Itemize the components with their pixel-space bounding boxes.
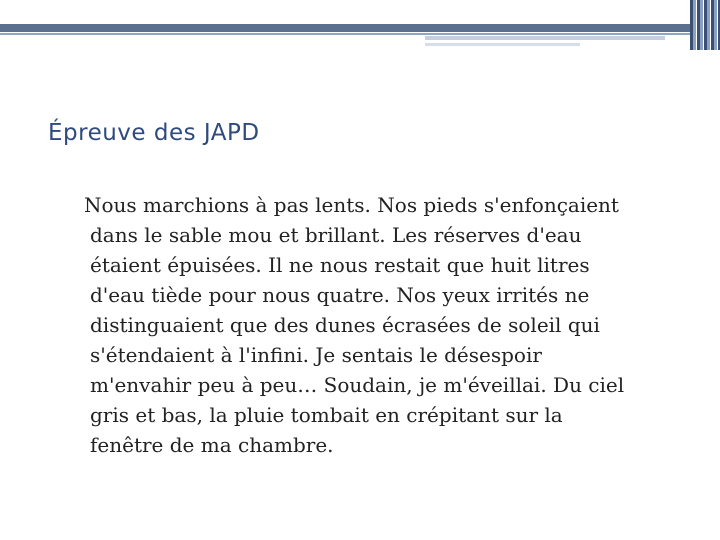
header-accent-bar-short bbox=[425, 43, 580, 46]
header-bar bbox=[0, 24, 690, 32]
body-line: s'étendaient à l'infini. Je sentais le désespoir bbox=[90, 343, 542, 367]
header-rule bbox=[0, 33, 690, 35]
body-line: étaient épuisées. Il ne nous restait que huit litres bbox=[90, 253, 590, 277]
header-decoration bbox=[0, 0, 720, 50]
body-line: fenêtre de ma chambre. bbox=[90, 433, 334, 457]
body-line: Nous marchions à pas lents. Nos pieds s'enfonçaient bbox=[84, 193, 619, 217]
slide-body bbox=[84, 190, 690, 460]
body-line: m'envahir peu à peu… Soudain, je m'éveillai. Du ciel bbox=[90, 373, 625, 397]
header-accent-bar bbox=[425, 36, 665, 40]
slide-title: Épreuve des JAPD bbox=[48, 120, 260, 146]
body-line: distinguaient que des dunes écrasées de soleil qui bbox=[90, 313, 600, 337]
body-line: d'eau tiède pour nous quatre. Nos yeux irrités ne bbox=[90, 283, 590, 307]
header-stripes bbox=[690, 0, 720, 50]
body-line: gris et bas, la pluie tombait en crépitant sur la bbox=[90, 403, 563, 427]
body-line: dans le sable mou et brillant. Les réserves d'eau bbox=[90, 223, 582, 247]
